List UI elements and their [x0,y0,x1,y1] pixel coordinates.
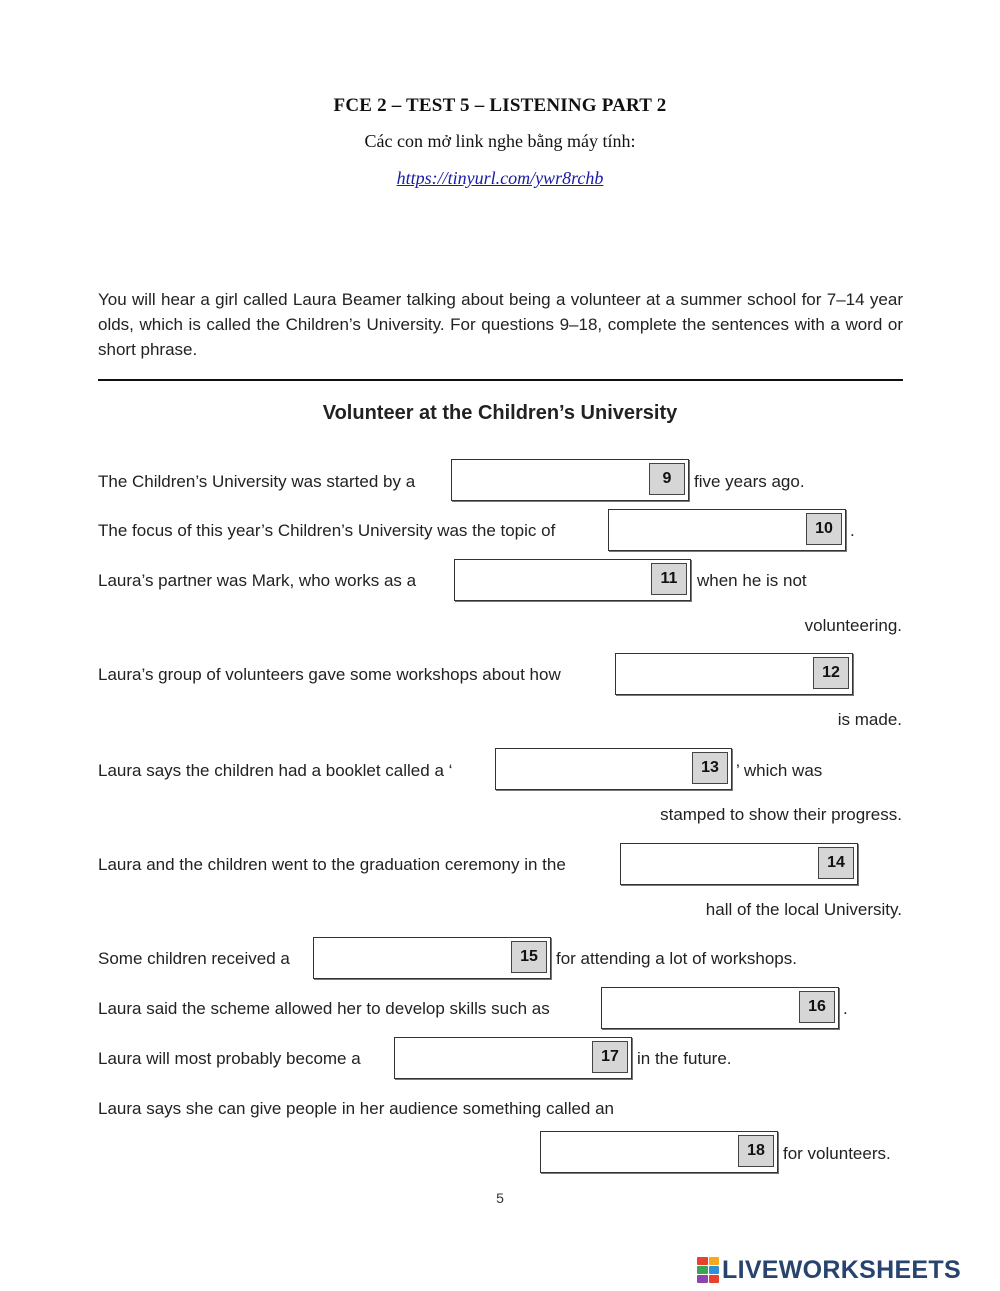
question-number-13: 13 [692,752,728,784]
question-14-continuation: hall of the local University. [705,900,902,919]
answer-input-11[interactable] [457,562,646,598]
question-17-text: Laura will most probably become a [98,1049,361,1068]
question-number-10: 10 [806,513,842,545]
answer-box-10[interactable] [608,509,846,551]
answer-box-9[interactable] [451,459,689,501]
answer-input-15[interactable] [316,940,506,976]
section-heading: Volunteer at the Children’s University [322,402,678,424]
answer-box-13[interactable] [495,748,732,790]
divider [98,379,903,381]
answer-box-15[interactable] [313,937,551,979]
question-9-after: five years ago. [694,472,805,491]
answer-input-14[interactable] [623,846,813,882]
question-12-text: Laura’s group of volunteers gave some workshops about how [98,665,561,684]
question-15-text: Some children received a [98,949,290,968]
question-14-text: Laura and the children went to the graduation ceremony in the [98,855,566,874]
answer-box-11[interactable] [454,559,691,601]
question-11-continuation: volunteering. [804,616,902,635]
answer-box-16[interactable] [601,987,839,1029]
answer-input-13[interactable] [498,751,687,787]
question-number-12: 12 [813,657,849,689]
page-title: FCE 2 – TEST 5 – LISTENING PART 2 [333,95,667,116]
answer-input-12[interactable] [618,656,808,692]
answer-box-12[interactable] [615,653,853,695]
logo-text: LIVEWORKSHEETS [722,1255,961,1284]
answer-input-10[interactable] [611,512,801,548]
question-10-after: . [850,521,855,540]
answer-input-17[interactable] [397,1040,587,1076]
question-number-9: 9 [649,463,685,495]
question-number-15: 15 [511,941,547,973]
question-16-text: Laura said the scheme allowed her to develop skills such as [98,999,550,1018]
question-number-11: 11 [651,563,687,595]
answer-box-18[interactable] [540,1131,778,1173]
question-16-after: . [843,999,848,1018]
logo-grid-icon [697,1257,719,1283]
question-number-18: 18 [738,1135,774,1167]
question-number-16: 16 [799,991,835,1023]
question-17-after: in the future. [637,1049,732,1068]
liveworksheets-logo [697,1255,961,1285]
question-15-after: for attending a lot of workshops. [556,949,797,968]
answer-box-17[interactable] [394,1037,632,1079]
question-number-17: 17 [592,1041,628,1073]
audio-link[interactable]: https://tinyurl.com/ywr8rchb [396,168,604,188]
question-number-14: 14 [818,847,854,879]
page-subtitle: Các con mở link nghe bằng máy tính: [364,131,636,151]
question-10-text: The focus of this year’s Children’s University was the topic of [98,521,556,540]
question-13-text: Laura says the children had a booklet called a ‘ [98,761,453,780]
question-18-after: for volunteers. [783,1144,891,1163]
answer-input-16[interactable] [604,990,794,1026]
instructions: You will hear a girl called Laura Beamer talking about being a volunteer at a summer school for 7–14 year olds, which is called the Children’s University. For questions 9–18, complete the sentences with a word or short phrase. [98,290,903,359]
page-number: 5 [496,1190,504,1206]
question-9-text: The Children’s University was started by a [98,472,416,491]
question-18-text: Laura says she can give people in her audience something called an [98,1099,615,1118]
question-13-continuation: stamped to show their progress. [660,805,902,824]
answer-input-9[interactable] [454,462,644,498]
question-12-continuation: is made. [837,710,902,729]
answer-box-14[interactable] [620,843,858,885]
question-11-text: Laura’s partner was Mark, who works as a [98,571,417,590]
answer-input-18[interactable] [543,1134,733,1170]
question-11-after: when he is not [697,571,807,590]
question-13-after: ’ which was [736,761,823,780]
